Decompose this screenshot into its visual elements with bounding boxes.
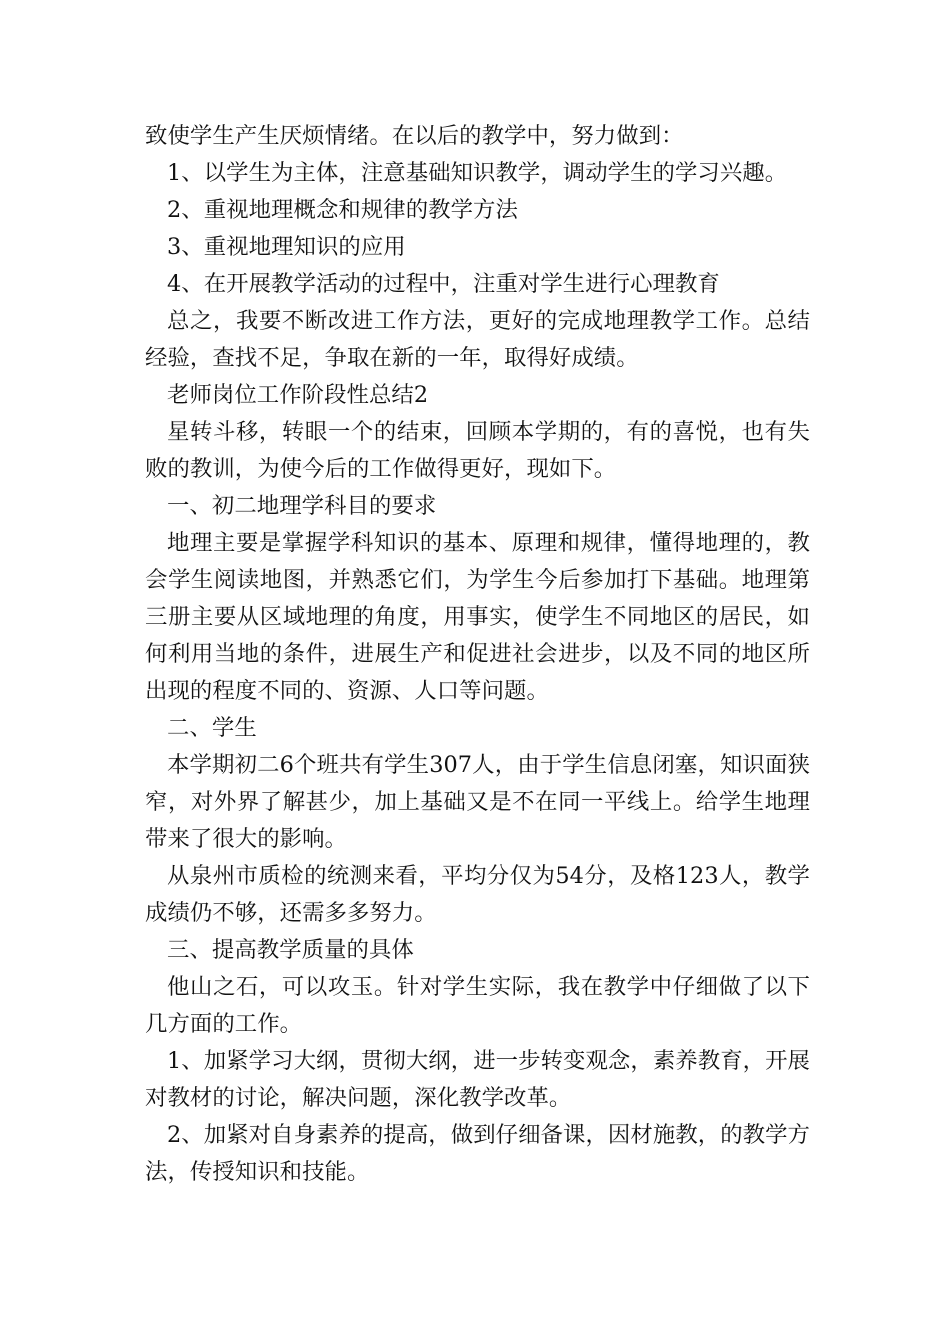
paragraph-intro-continuation: 致使学生产生厌烦情绪。在以后的教学中，努力做到： xyxy=(145,123,684,149)
paragraph-summary: 总之，我要不断改进工作方法，更好的完成地理教学工作。总结经验，查找不足，争取在新的一年，取得好成绩。 xyxy=(145,308,810,371)
paragraph-measures-intro: 他山之石，可以攻玉。针对学生实际，我在教学中仔细做了以下几方面的工作。 xyxy=(145,974,810,1037)
measure-item-2: 2、加紧对自身素养的提高，做到仔细备课，因材施教，的教学方法，传授知识和技能。 xyxy=(145,1122,810,1185)
list-item-2: 2、重视地理概念和规律的教学方法 xyxy=(167,197,518,223)
list-item-3: 3、重视地理知识的应用 xyxy=(167,234,406,260)
list-item-1: 1、以学生为主体，注意基础知识教学，调动学生的学习兴趣。 xyxy=(167,160,788,186)
heading-requirements: 一、初二地理学科目的要求 xyxy=(167,493,437,519)
paragraph-students: 本学期初二6个班共有学生307人，由于学生信息闭塞，知识面狭窄，对外界了解甚少，加上基础又是不在同一平线上。给学生地理带来了很大的影响。 xyxy=(145,752,810,852)
document-body xyxy=(145,118,810,1191)
paragraph-exam-results: 从泉州市质检的统测来看，平均分仅为54分，及格123人，教学成绩仍不够，还需多多努力。 xyxy=(145,863,810,926)
paragraph-requirements: 地理主要是掌握学科知识的基本、原理和规律，懂得地理的，教会学生阅读地图，并熟悉它们，为学生今后参加打下基础。地理第三册主要从区域地理的角度，用事实，使学生不同地区的居民，如何利用当地的条件，进展生产和促进社会进步，以及不同的地区所出现的程度不同的、资源、人口等问题。 xyxy=(145,530,810,704)
paragraph-opening: 星转斗移，转眼一个的结束，回顾本学期的，有的喜悦，也有失败的教训，为使今后的工作做得更好，现如下。 xyxy=(145,419,810,482)
list-item-4: 4、在开展教学活动的过程中，注重对学生进行心理教育 xyxy=(167,271,720,297)
heading-quality-measures: 三、提高教学质量的具体 xyxy=(167,937,414,963)
section-title: 老师岗位工作阶段性总结2 xyxy=(167,382,429,408)
measure-item-1: 1、加紧学习大纲，贯彻大纲，进一步转变观念，素养教育，开展对教材的讨论，解决问题，深化教学改革。 xyxy=(145,1048,810,1111)
heading-students: 二、学生 xyxy=(167,715,257,741)
